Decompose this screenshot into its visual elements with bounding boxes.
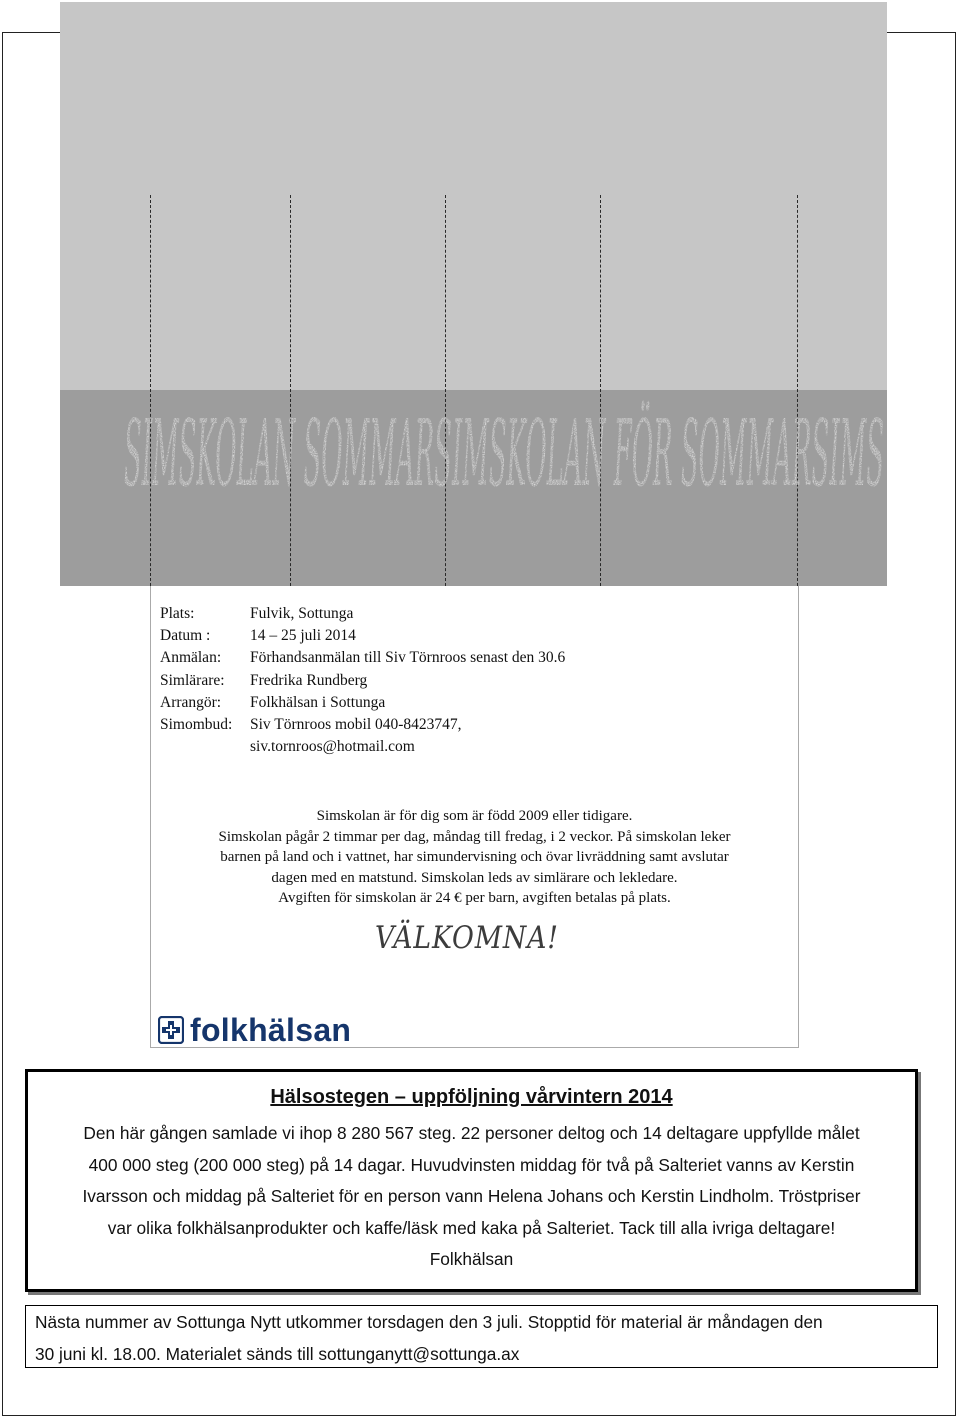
next-issue-box — [25, 1305, 938, 1368]
next-issue-line: 30 juni kl. 18.00. Materialet sänds till sottunganytt@sottunga.ax — [35, 1344, 520, 1364]
health-line: Folkhälsan — [429, 1249, 514, 1269]
folkhalsan-cross-icon — [158, 1016, 184, 1044]
welcome-text: VÄLKOMNA! — [375, 920, 559, 956]
info-value: Fulvik, Sottunga — [250, 605, 354, 622]
health-body — [38, 1118, 905, 1276]
health-line: Ivarsson och middag på Salteriet för en person vann Helena Johans och Kerstin Lindholm. Tröstpriser — [82, 1186, 861, 1206]
contact-email: siv.tornroos@hotmail.com — [250, 738, 415, 756]
description-line: dagen med en matstund. Simskolan leds av simlärare och lekledare. — [271, 869, 678, 886]
info-value: Siv Törnroos mobil 040-8423747, — [250, 716, 462, 734]
info-row-simombud — [160, 714, 565, 736]
health-line: 400 000 steg (200 000 steg) på 14 dagar. Huvudvinsten middag för två på Salteriet vanns av Kerstin — [88, 1154, 855, 1175]
health-line: Den här gången samlade vi ihop 8 280 567 steg. 22 personer deltog och 14 deltagare uppfyllde målet — [83, 1123, 860, 1143]
info-row-simlarare — [160, 670, 565, 692]
info-row-plats — [160, 603, 565, 625]
description — [150, 806, 799, 909]
info-row-arrangor — [160, 692, 565, 714]
info-value: Förhandsanmälan till Siv Törnroos senast den 30.6 — [250, 649, 566, 667]
info-value: Fredrika Rundberg — [250, 671, 368, 689]
description-line: Avgiften för simskolan är 24 € per barn, avgiften betalas på plats. — [278, 890, 671, 906]
info-label: Datum : — [160, 627, 211, 645]
info-label: Plats: — [160, 605, 195, 622]
info-value: Folkhälsan i Sottunga — [250, 693, 386, 711]
folkhalsan-logo — [158, 1014, 351, 1046]
info-value: 14 – 25 juli 2014 — [250, 627, 356, 645]
info-label: Simombud: — [160, 716, 233, 734]
info-row-anmalan — [160, 647, 565, 669]
info-table — [160, 603, 565, 758]
info-label: Anmälan: — [160, 649, 222, 667]
health-line: var olika folkhälsanprodukter och kaffe/läsk med kaka på Salteriet. Tack till alla ivriga deltagare! — [107, 1217, 836, 1238]
banner-title-text: SIMSKOLAN SOMMARSIMSKOLAN FÖR SOMMARSIMS — [124, 400, 885, 507]
info-row-datum — [160, 625, 565, 647]
info-label: Arrangör: — [160, 693, 222, 711]
health-title: Hälsostegen – uppföljning vårvintern 2014 — [270, 1086, 673, 1108]
logo-wordmark: folkhälsan — [190, 1012, 352, 1048]
next-issue-line: Nästa nummer av Sottunga Nytt utkommer torsdagen den 3 juli. Stopptid för material är måndagen den — [35, 1312, 823, 1332]
description-line: Simskolan pågår 2 timmar per dag, måndag till fredag, i 2 veckor. På simskolan leker — [218, 828, 731, 845]
info-label: Simlärare: — [160, 671, 225, 689]
banner-title — [60, 390, 887, 586]
description-line: barnen på land och i vattnet, har simundervisning och övar livräddning samt avslutar — [220, 849, 729, 865]
health-steps-box — [25, 1069, 918, 1292]
description-line: Simskolan är för dig som är född 2009 eller tidigare. — [316, 808, 633, 824]
